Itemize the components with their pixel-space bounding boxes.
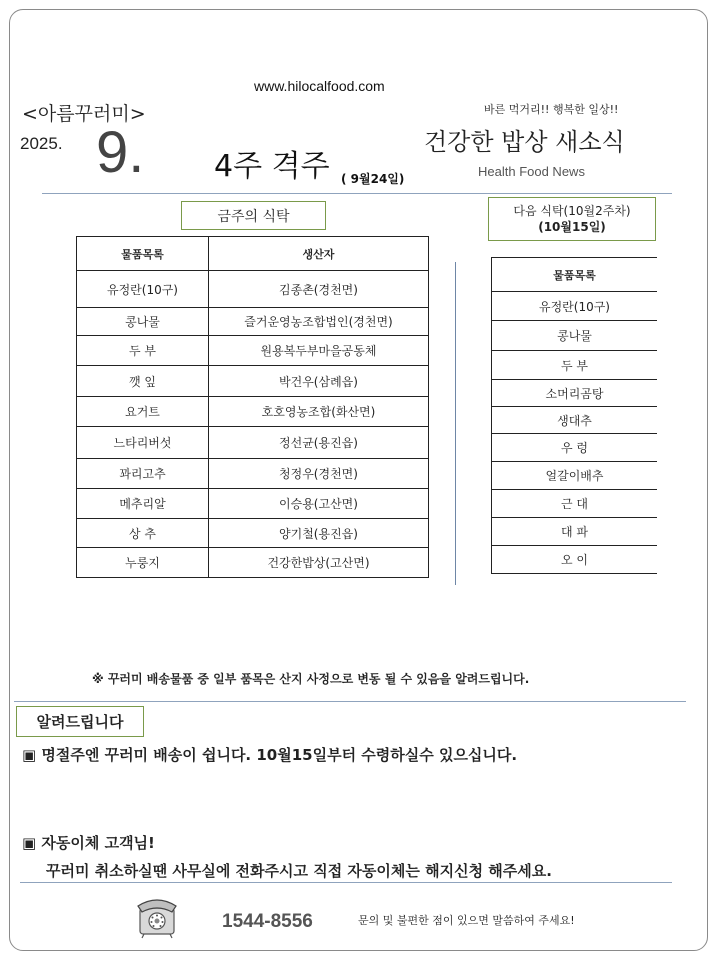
item-cell: 콩나물: [492, 321, 658, 351]
telephone-icon: [134, 890, 180, 940]
change-notice: ※ 꾸러미 배송물품 중 일부 품목은 산지 사정으로 변동 될 수 있음을 알려드립니다.: [92, 672, 530, 686]
item-cell: 소머리곰탕: [492, 380, 658, 407]
table-row: [492, 546, 658, 574]
producer-cell: 양기철(용진읍): [209, 519, 429, 548]
announcement-holiday: ▣ 명절주엔 꾸러미 배송이 쉽니다. 10월15일부터 수령하실수 있으십니다.: [22, 746, 518, 764]
next-week-label: [488, 197, 656, 241]
newsletter-title: 건강한 밥상 새소식: [424, 128, 625, 156]
item-cell: 유정란(10구): [492, 292, 658, 321]
item-cell: 누룽지: [77, 548, 209, 578]
producer-cell: 원용복두부마을공동체: [209, 336, 429, 366]
announcement-label: 알려드립니다: [16, 706, 144, 737]
producer-cell: 정선균(용진읍): [209, 427, 429, 459]
slogan: 바른 먹거리!! 행복한 일상!!: [484, 103, 619, 116]
producer-cell: 김종촌(경천면): [209, 271, 429, 308]
announcement-autopay-body: 꾸러미 취소하실땐 사무실에 전화주시고 직접 자동이체는 해지신청 해주세요.: [46, 862, 552, 880]
next-week-label-line1: 다음 식탁(10월2주차): [513, 203, 631, 218]
header-divider: [42, 193, 672, 194]
table-row: [77, 489, 429, 519]
table-row: [77, 459, 429, 489]
issue-year: 2025.: [20, 134, 63, 153]
column-header-item: 물품목록: [492, 258, 658, 292]
table-row: [77, 427, 429, 459]
table-row: [492, 321, 658, 351]
next-week-label-line2: (10월15일): [538, 220, 606, 234]
item-cell: 깻 잎: [77, 366, 209, 397]
phone-number[interactable]: 1544-8556: [222, 911, 313, 932]
table-row: [77, 366, 429, 397]
table-row: [492, 462, 658, 490]
table-row: [492, 518, 658, 546]
column-header-item: 물품목록: [77, 237, 209, 271]
table-row: [77, 271, 429, 308]
table-row: [77, 336, 429, 366]
issue-month: 9.: [96, 120, 145, 185]
table-header-row: [77, 237, 429, 271]
next-week-table: [491, 257, 657, 574]
announcement-autopay-title: ▣ 자동이체 고객님!: [22, 834, 155, 852]
table-row: [492, 407, 658, 434]
table-row: [492, 490, 658, 518]
website-url[interactable]: www.hilocalfood.com: [254, 78, 385, 94]
item-cell: 콩나물: [77, 308, 209, 336]
column-divider: [455, 262, 456, 585]
table-row: [77, 548, 429, 578]
producer-cell: 청정우(경천면): [209, 459, 429, 489]
brand-name: <아름꾸러미>: [22, 103, 146, 125]
table-row: [492, 351, 658, 380]
table-row: [77, 308, 429, 336]
column-header-producer: 생산자: [209, 237, 429, 271]
this-week-table: [76, 236, 429, 578]
item-cell: 상 추: [77, 519, 209, 548]
item-cell: 우 렁: [492, 434, 658, 462]
item-cell: 꽈리고추: [77, 459, 209, 489]
item-cell: 메추리알: [77, 489, 209, 519]
item-cell: 느타리버섯: [77, 427, 209, 459]
newsletter-subtitle: Health Food News: [478, 164, 585, 179]
item-cell: 생대추: [492, 407, 658, 434]
item-cell: 오 이: [492, 546, 658, 574]
table-row: [77, 519, 429, 548]
item-cell: 두 부: [492, 351, 658, 380]
producer-cell: 박건우(삼례읍): [209, 366, 429, 397]
table-row: [492, 292, 658, 321]
issue-date: ( 9월24일): [341, 172, 405, 186]
issue-week: 4주 격주: [214, 149, 330, 184]
notice-divider: [14, 701, 686, 702]
item-cell: 요거트: [77, 397, 209, 427]
producer-cell: 즐거운영농조합법인(경천면): [209, 308, 429, 336]
producer-cell: 호호영농조합(화산면): [209, 397, 429, 427]
item-cell: 대 파: [492, 518, 658, 546]
producer-cell: 이승용(고산면): [209, 489, 429, 519]
item-cell: 두 부: [77, 336, 209, 366]
table-row: [492, 380, 658, 407]
table-header-row: [492, 258, 658, 292]
this-week-label: 금주의 식탁: [181, 201, 326, 230]
table-row: [492, 434, 658, 462]
contact-text: 문의 및 불편한 점이 있으면 말씀하여 주세요!: [358, 914, 575, 927]
producer-cell: 건강한밥상(고산면): [209, 548, 429, 578]
item-cell: 근 대: [492, 490, 658, 518]
item-cell: 얼갈이배추: [492, 462, 658, 490]
table-row: [77, 397, 429, 427]
item-cell: 유정란(10구): [77, 271, 209, 308]
footer-divider: [20, 882, 672, 883]
